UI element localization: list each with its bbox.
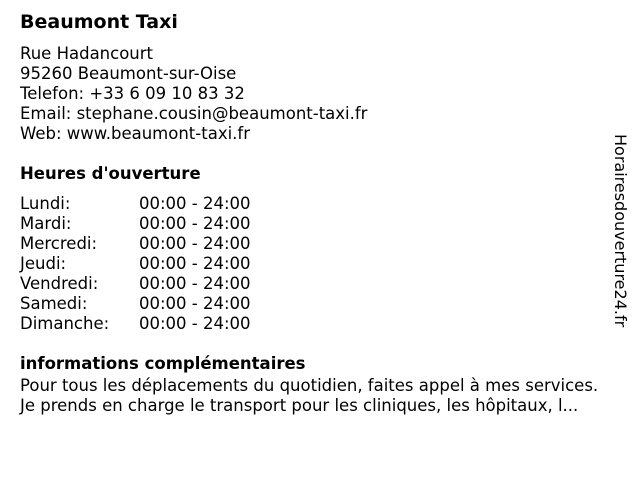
opening-hours-heading: Heures d'ouverture <box>20 164 201 183</box>
day-label: Samedi: <box>20 294 88 313</box>
hours-row-thursday <box>20 254 280 274</box>
hours-row-saturday <box>20 294 280 314</box>
site-watermark <box>610 134 630 346</box>
description-line-2: Je prends en charge le transport pour les cliniques, les hôpitaux, l... <box>20 396 579 415</box>
email-address: Email: stephane.cousin@beaumont-taxi.fr <box>20 104 368 123</box>
hours-row-monday <box>20 194 280 214</box>
hours-row-tuesday <box>20 214 280 234</box>
contact-block <box>20 44 367 144</box>
watermark-text: Horairesdouverture24.fr <box>611 134 630 328</box>
day-label: Jeudi: <box>20 254 67 273</box>
additional-info-heading: informations complémentaires <box>20 354 306 373</box>
time-range: 00:00 - 24:00 <box>139 314 251 333</box>
hours-row-sunday <box>20 314 280 334</box>
time-range: 00:00 - 24:00 <box>139 254 251 273</box>
time-range: 00:00 - 24:00 <box>139 274 251 293</box>
time-range: 00:00 - 24:00 <box>139 234 251 253</box>
time-range: 00:00 - 24:00 <box>139 214 251 233</box>
street-address: Rue Hadancourt <box>20 44 154 63</box>
website-url: Web: www.beaumont-taxi.fr <box>20 124 251 143</box>
time-range: 00:00 - 24:00 <box>139 194 251 213</box>
opening-hours-table <box>20 194 280 334</box>
day-label: Lundi: <box>20 194 71 213</box>
day-label: Dimanche: <box>20 314 110 333</box>
phone-number: Telefon: +33 6 09 10 83 32 <box>20 84 245 103</box>
day-label: Mardi: <box>20 214 72 233</box>
city-postcode: 95260 Beaumont-sur-Oise <box>20 64 237 83</box>
business-name: Beaumont Taxi <box>20 11 178 33</box>
description-line-1: Pour tous les déplacements du quotidien, faites appel à mes services. <box>20 376 599 395</box>
additional-info-text <box>20 376 598 416</box>
time-range: 00:00 - 24:00 <box>139 294 251 313</box>
hours-row-friday <box>20 274 280 294</box>
hours-row-wednesday <box>20 234 280 254</box>
day-label: Vendredi: <box>20 274 99 293</box>
day-label: Mercredi: <box>20 234 98 253</box>
